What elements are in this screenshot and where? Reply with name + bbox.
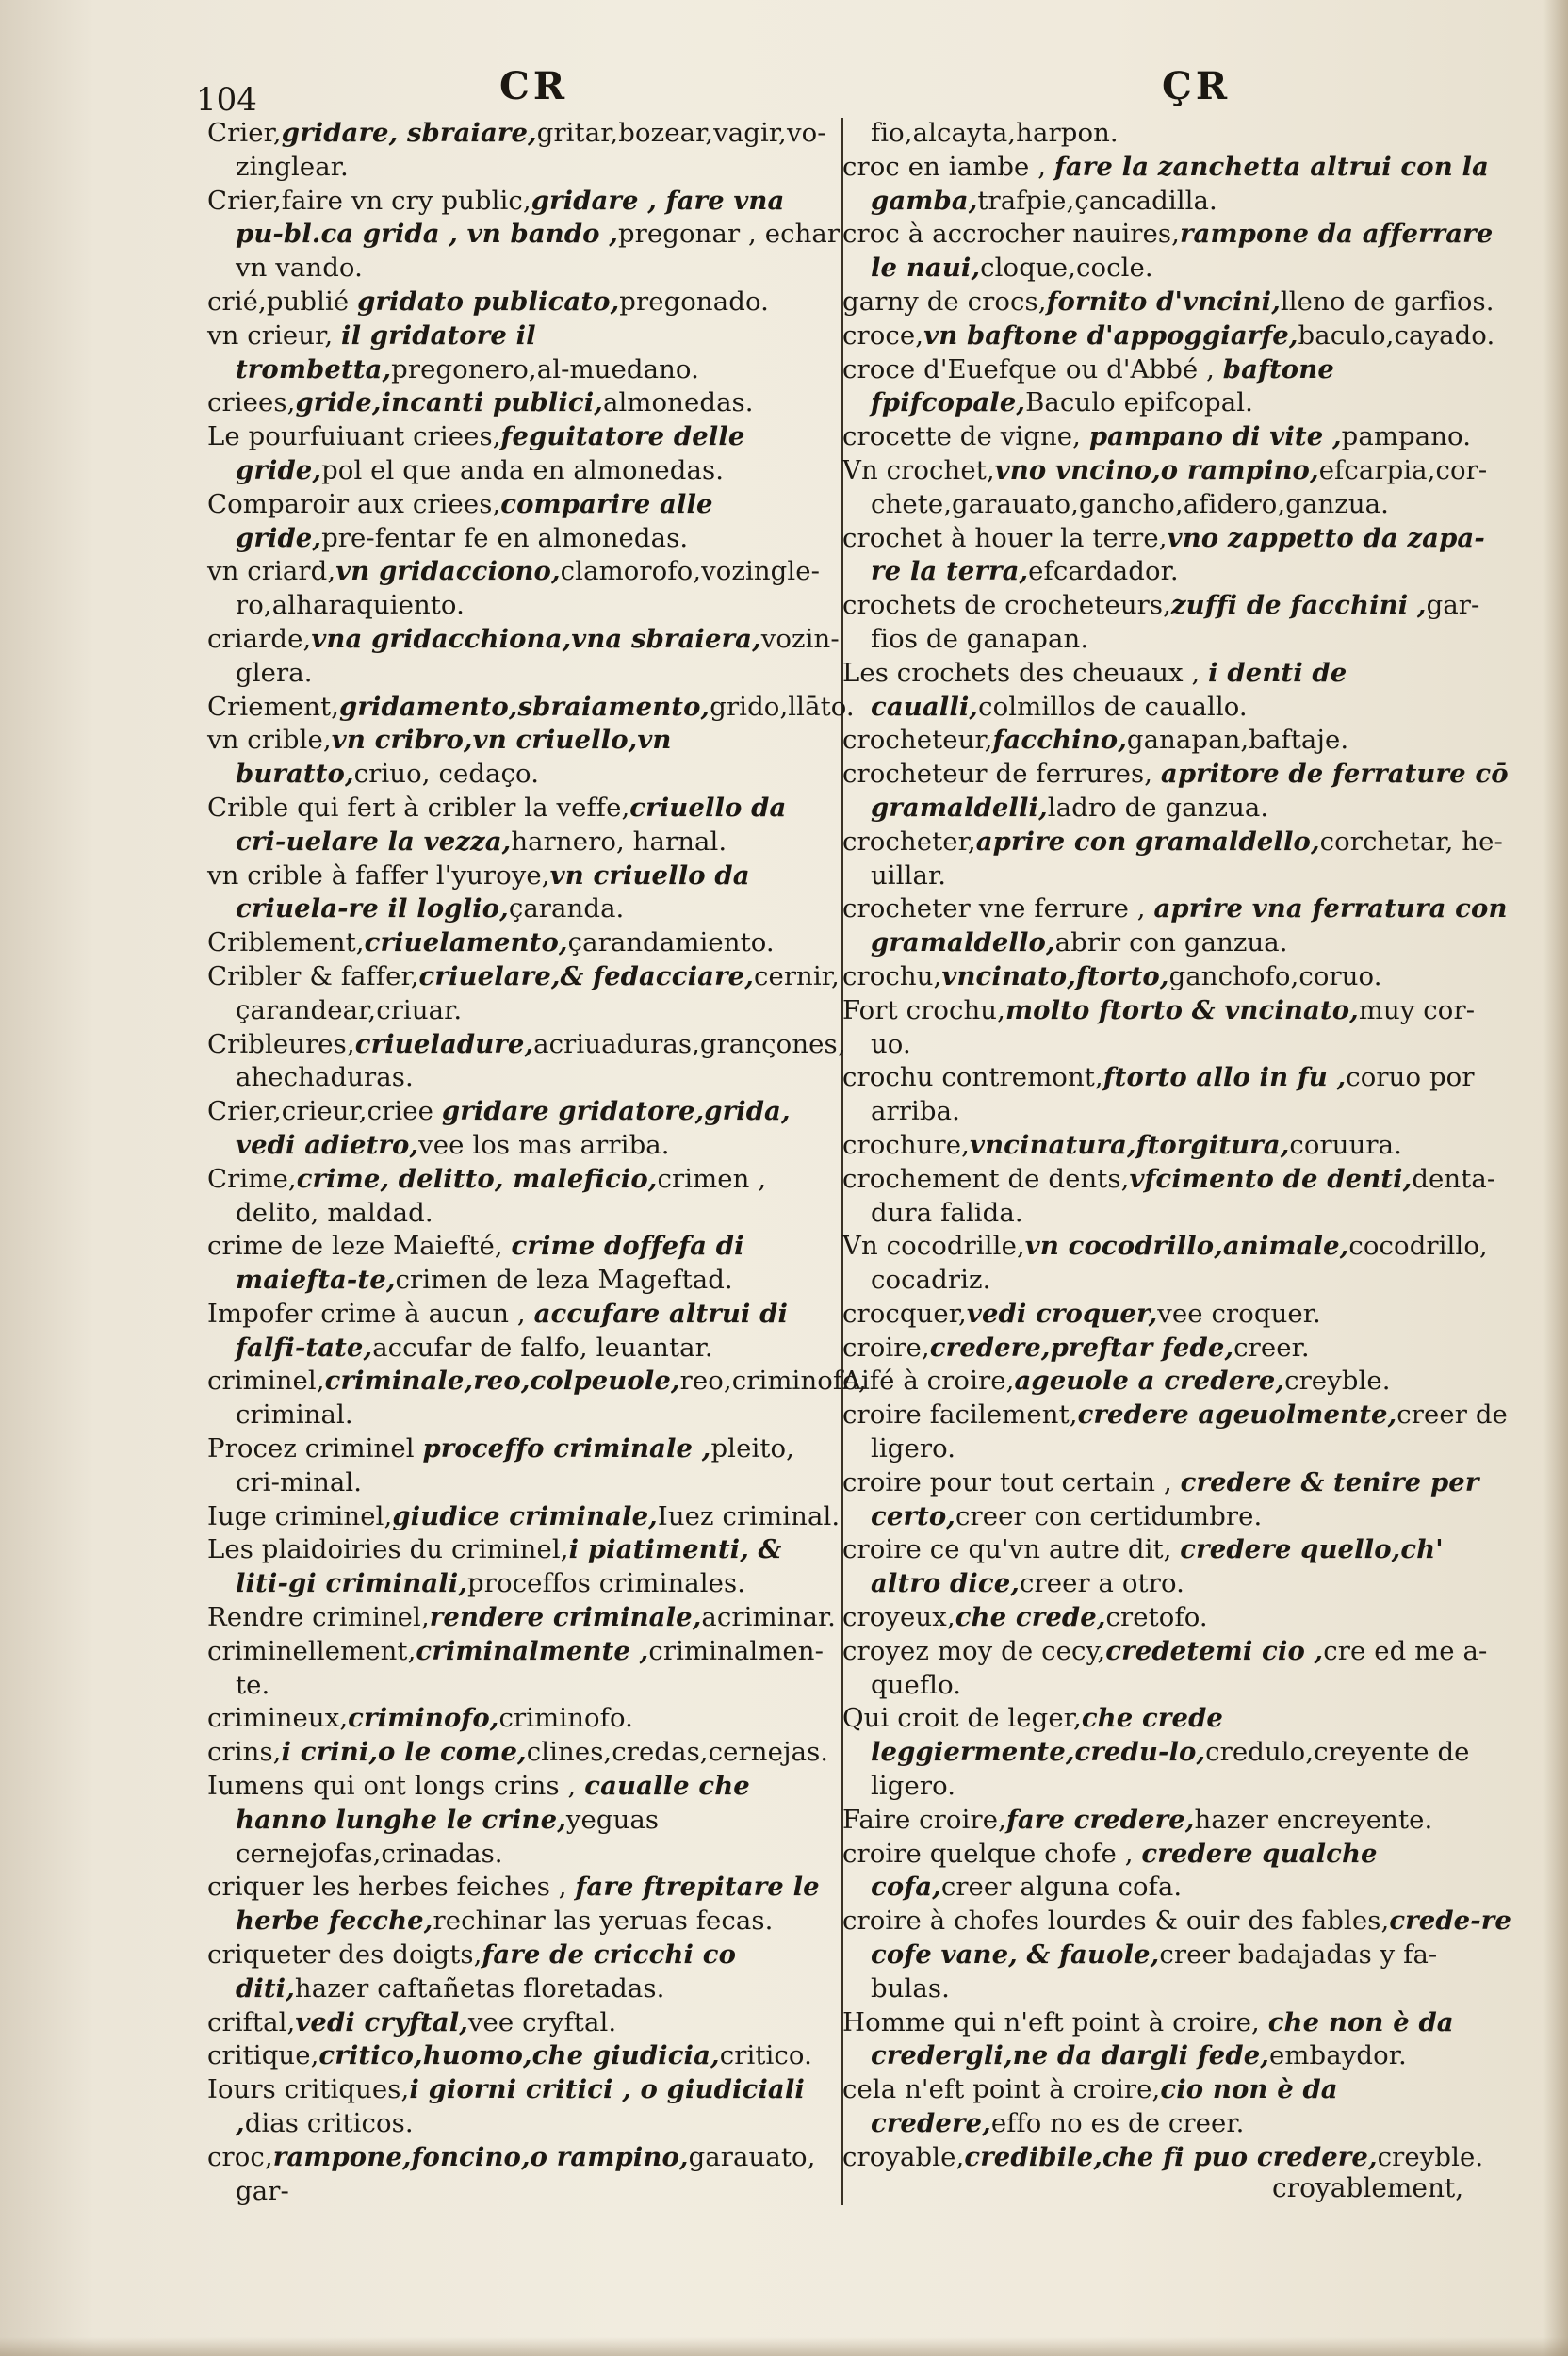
entry-spanish: abrir con ganzua. <box>1054 927 1288 958</box>
entry-spanish: creyble. <box>1284 1366 1391 1397</box>
entry-french: criqueter des doigts, <box>207 1939 482 1971</box>
entry-spanish: grido,llāto. <box>710 691 855 722</box>
entry-french: Vn cocodrille, <box>842 1231 1025 1262</box>
entry-french: crochet à houer la terre, <box>842 522 1168 553</box>
entry-spanish: harnero, harnal. <box>511 826 727 857</box>
entry-spanish: baculo,cayado. <box>1298 319 1495 351</box>
entry-italian: facchino, <box>992 725 1127 756</box>
dictionary-entry <box>207 1298 841 1366</box>
dictionary-entry <box>842 892 1511 960</box>
entry-spanish: pre-fentar fe en almonedas. <box>321 522 689 553</box>
entry-italian: crime doffefa di maiefta-te, <box>236 1231 744 1296</box>
dictionary-entry <box>207 2006 841 2040</box>
dictionary-entry <box>842 1635 1511 1703</box>
entry-italian: rampone da afferrare le naui, <box>871 219 1494 284</box>
entry-spanish: gritar,bozear,vagir,vo-zinglear. <box>236 118 826 182</box>
entry-french: croire, <box>842 1332 930 1363</box>
entry-italian: crime, delitto, maleficio, <box>296 1163 658 1194</box>
entry-french: Crier,faire vn cry public, <box>207 185 531 216</box>
entry-french: Crime, <box>207 1163 297 1194</box>
dictionary-entry <box>207 1635 841 1703</box>
entry-french: croc à accrocher nauires, <box>842 219 1180 250</box>
entry-spanish: cernir, çarandear,criuar. <box>236 960 840 1025</box>
running-head-right: ÇR <box>1162 64 1232 108</box>
entry-italian: criuelare,& fedacciare, <box>418 960 754 991</box>
entry-french: crochu, <box>842 960 942 991</box>
dictionary-entry <box>842 960 1511 994</box>
entry-italian: ageuole a credere, <box>1014 1366 1285 1397</box>
entry-french: croire quelque chofe , <box>842 1838 1142 1869</box>
entry-spanish: ganchofo,coruo. <box>1168 960 1382 991</box>
dictionary-entry <box>207 1601 841 1635</box>
entry-italian: credere qualche cofa, <box>871 1838 1378 1903</box>
entry-spanish: coruura. <box>1289 1129 1402 1160</box>
entry-italian: caualle che hanno lunghe le crine, <box>236 1771 750 1835</box>
entry-italian: critico,huomo,che giudicia, <box>318 2040 720 2071</box>
entry-french: crocheter, <box>842 826 976 857</box>
entry-french: Cribler & faffer, <box>207 960 419 991</box>
entry-french: critique, <box>207 2040 319 2071</box>
entry-spanish: cocodrillo, cocadriz. <box>871 1231 1488 1296</box>
entry-spanish: denta-dura falida. <box>871 1163 1496 1228</box>
dictionary-entry <box>207 1533 841 1601</box>
entry-spanish: acriuaduras,granςones, ahechaduras. <box>236 1028 846 1093</box>
dictionary-entry <box>207 1028 846 1096</box>
entry-french: crocquer, <box>842 1298 967 1329</box>
entry-italian: criuelamento, <box>364 927 568 958</box>
entry-french: Le pourfuiuant criees, <box>207 421 501 452</box>
dictionary-entry <box>842 826 1511 893</box>
entry-french: vn crible, <box>207 725 332 756</box>
entry-spanish: creer con certidumbre. <box>955 1500 1263 1531</box>
entry-french: garny de crocs, <box>842 286 1047 317</box>
entry-french: croire facilement, <box>842 1399 1078 1431</box>
entry-french: Homme qui n'eft point à croire, <box>842 2006 1268 2037</box>
entry-italian: feguitatore delle gride, <box>236 421 745 485</box>
entry-spanish: vozin-glera. <box>236 623 840 688</box>
entry-french: crocheteur de ferrures, <box>842 759 1161 790</box>
entry-french: Les plaidoiries du criminel, <box>207 1534 569 1565</box>
entry-spanish: pol el que anda en almonedas. <box>321 454 725 485</box>
entry-spanish: rechinar las yeruas fecas. <box>433 1906 774 1937</box>
entry-french: Iuge criminel, <box>207 1500 393 1531</box>
entry-spanish: crimen , delito, maldad. <box>236 1163 767 1228</box>
entry-french: crié,publié <box>207 286 358 317</box>
entry-spanish: dias criticos. <box>244 2108 414 2139</box>
page-bottom-shadow <box>0 2337 1568 2356</box>
entry-italian: vn criuello da criuela-re il loglio, <box>236 859 750 924</box>
dictionary-entry <box>842 117 1511 151</box>
entry-spanish: effo no es de creer. <box>990 2108 1245 2139</box>
entry-spanish: hazer caftañetas floretadas. <box>294 1972 665 2004</box>
entry-french: Crier,crieur,criee <box>207 1096 442 1127</box>
entry-spanish: trafpie,çancadilla. <box>977 185 1217 216</box>
dictionary-entry <box>207 1500 841 1534</box>
dictionary-entry <box>842 1129 1511 1163</box>
dictionary-entry <box>207 1736 841 1770</box>
entry-french: criminellement, <box>207 1635 416 1666</box>
entry-italian: giudice criminale, <box>392 1500 658 1531</box>
entry-spanish: embaydor. <box>1268 2040 1407 2071</box>
entry-spanish: ganapan,baftaje. <box>1126 725 1349 756</box>
entry-italian: cio non è da credere, <box>871 2074 1338 2139</box>
dictionary-entry <box>207 1230 841 1298</box>
entry-french: croire à chofes lourdes & ouir des fables, <box>842 1906 1390 1937</box>
entry-spanish: credulo,creyente de ligero. <box>871 1737 1470 1802</box>
entry-french: Crible qui fert à cribler la veffe, <box>207 792 630 823</box>
entry-french: Faire croire, <box>842 1804 1006 1835</box>
entry-spanish: efcardador. <box>1028 556 1179 587</box>
entry-italian: vno vncino,o rampino, <box>994 454 1319 485</box>
entry-italian: fornito d'vncini, <box>1046 286 1281 317</box>
dictionary-entry <box>207 420 841 488</box>
dictionary-entry <box>842 657 1511 725</box>
entry-french: croire ce qu'vn autre dit, <box>842 1534 1181 1565</box>
dictionary-entry <box>207 1702 841 1736</box>
dictionary-entry <box>842 1365 1511 1399</box>
entry-italian: vn cocodrillo,animale, <box>1024 1231 1349 1262</box>
entry-french: Criement, <box>207 691 340 722</box>
entry-spanish: Baculo epifcopal. <box>1025 387 1253 418</box>
entry-french: crocheter vne ferrure , <box>842 893 1154 924</box>
entry-spanish: cre ed me a-queflo. <box>871 1635 1488 1700</box>
dictionary-entry <box>842 1533 1511 1601</box>
entry-italian: credere,preftar fede, <box>929 1332 1234 1363</box>
dictionary-entry <box>842 1601 1511 1635</box>
entry-french: Fort crochu, <box>842 994 1005 1025</box>
entry-french: croyable, <box>842 2141 965 2172</box>
dictionary-entry <box>842 2073 1511 2141</box>
entry-french: Iumens qui ont longs crins , <box>207 1771 585 1802</box>
dictionary-entry <box>842 758 1511 826</box>
entry-italian: i crini,o le come, <box>281 1737 527 1768</box>
right-column <box>842 117 1511 2175</box>
entry-spanish: gar-fios de ganapan. <box>871 590 1480 654</box>
dictionary-entry <box>207 2039 841 2073</box>
entry-spanish: accufar de falfo, leuantar. <box>372 1332 713 1363</box>
entry-spanish: vee cryftal. <box>467 2006 617 2037</box>
entry-french: Iours critiques, <box>207 2074 410 2105</box>
entry-italian: baftone fpifcopale, <box>871 353 1334 418</box>
entry-spanish: coruo por arriba. <box>871 1062 1475 1127</box>
dictionary-entry <box>207 926 841 960</box>
dictionary-entry <box>842 151 1511 219</box>
dictionary-entry <box>207 319 841 387</box>
entry-french: crochement de dents, <box>842 1163 1130 1194</box>
entry-french: Les crochets des cheuaux , <box>842 657 1209 688</box>
entry-spanish: creer alguna cofa. <box>940 1872 1183 1903</box>
entry-spanish: crimen de leza Mageftad. <box>395 1265 733 1296</box>
entry-french: Aifé à croire, <box>842 1366 1015 1397</box>
entry-italian: criminale,reo,colpeuole, <box>324 1366 680 1397</box>
entry-italian: accufare altrui di falfi-tate, <box>236 1298 789 1363</box>
entry-italian: vncinato,ftorto, <box>941 960 1169 991</box>
entry-spanish: clines,credas,cernejas. <box>526 1737 829 1768</box>
entry-spanish: almonedas. <box>602 387 754 418</box>
dictionary-entry <box>842 1399 1511 1466</box>
dictionary-entry <box>207 488 841 556</box>
entry-spanish: creyble. <box>1377 2141 1484 2172</box>
entry-french: crochets de crocheteurs, <box>842 590 1171 621</box>
dictionary-entry <box>207 1871 841 1939</box>
entry-italian: aprire con gramaldello, <box>975 826 1320 857</box>
entry-spanish: vee croquer. <box>1157 1298 1321 1329</box>
entry-italian: credetemi cio , <box>1105 1635 1324 1666</box>
entry-french: croire pour tout certain , <box>842 1466 1181 1497</box>
entry-spanish: creer de ligero. <box>871 1399 1508 1464</box>
entry-spanish: creer. <box>1233 1332 1310 1363</box>
dictionary-entry <box>207 555 841 623</box>
entry-french: croyeux, <box>842 1602 956 1633</box>
entry-italian: fare la zanchetta altrui con la gamba, <box>871 151 1489 216</box>
entry-french: Cribleures, <box>207 1028 355 1059</box>
entry-spanish: pleito, cri-minal. <box>236 1433 794 1497</box>
dictionary-entry <box>842 1332 1511 1366</box>
dictionary-entry <box>842 1298 1511 1332</box>
entry-spanish: çarandamiento. <box>567 927 775 958</box>
dictionary-entry <box>842 353 1511 421</box>
entry-french: crins, <box>207 1737 282 1768</box>
entry-italian: credere quello,ch' altro dice, <box>871 1534 1444 1599</box>
entry-french: criftal, <box>207 2006 296 2037</box>
entry-italian: aprire vna ferratura con gramaldello, <box>871 893 1508 958</box>
entry-spanish: garauato, gar- <box>236 2141 816 2206</box>
entry-spanish: pregonar , echar vn vando. <box>236 219 841 284</box>
entry-italian: vn baftone d'appoggiarfe, <box>923 319 1298 351</box>
entry-italian: molto ftorto & vncinato, <box>1004 994 1359 1025</box>
entry-italian: gridare , fare vna pu-bl.ca grida , vn bando , <box>236 185 785 250</box>
dictionary-entry <box>207 1163 841 1231</box>
dictionary-entry <box>207 960 841 1028</box>
entry-italian: vn gridacciono, <box>335 556 561 587</box>
entry-italian: che crede leggiermente,credu-lo, <box>871 1703 1223 1768</box>
entry-french: Crier, <box>207 118 282 148</box>
dictionary-entry <box>842 522 1511 590</box>
dictionary-entry <box>842 1466 1511 1534</box>
dictionary-entry <box>842 994 1511 1062</box>
entry-spanish: creer badajadas y fa-bulas. <box>871 1939 1438 2004</box>
entry-french: crocette de vigne, <box>842 421 1089 452</box>
dictionary-entry <box>207 1365 867 1432</box>
entry-spanish: hazer encreyente. <box>1194 1804 1433 1835</box>
entry-italian: criminalmente , <box>416 1635 649 1666</box>
entry-italian: comparire alle gride, <box>236 488 713 553</box>
entry-italian: proceffo criminale , <box>422 1433 711 1464</box>
dictionary-entry <box>207 2073 841 2141</box>
dictionary-entry <box>207 691 855 725</box>
entry-french: croc, <box>207 2141 273 2172</box>
entry-italian: gridato publicato, <box>357 286 620 317</box>
entry-spanish: criminalmen-te. <box>236 1635 825 1700</box>
dictionary-entry <box>842 1804 1511 1838</box>
left-column <box>207 117 867 2208</box>
entry-french: croc en iambe , <box>842 151 1054 182</box>
entry-spanish: fio,alcayta,harpon. <box>871 118 1119 148</box>
entry-french: Qui croit de leger, <box>842 1703 1082 1734</box>
entry-french: Criblement, <box>207 927 365 958</box>
dictionary-entry <box>207 1770 841 1871</box>
entry-spanish: criuo, cedaço. <box>353 759 540 790</box>
entry-spanish: Iuez criminal. <box>657 1500 841 1531</box>
entry-italian: credibile,che fi puo credere, <box>964 2141 1378 2172</box>
entry-italian: apritore de ferrature cō gramaldelli, <box>871 759 1509 823</box>
entry-italian: gride,incanti publici, <box>295 387 603 418</box>
entry-spanish: creer a otro. <box>1019 1568 1184 1599</box>
entry-italian: gridamento,sbraiamento, <box>339 691 710 722</box>
entry-french: crimineux, <box>207 1703 349 1734</box>
dictionary-entry <box>207 859 841 927</box>
entry-french: criees, <box>207 387 296 418</box>
entry-italian: criminofo, <box>348 1703 499 1734</box>
entry-italian: i giorni critici , o giudiciali , <box>236 2074 805 2139</box>
entry-italian: che crede, <box>955 1602 1106 1633</box>
dictionary-entry <box>842 218 1511 286</box>
entry-italian: rampone,foncino,o rampino, <box>272 2141 689 2172</box>
dictionary-entry <box>842 1230 1511 1298</box>
entry-french: vn criard, <box>207 556 336 587</box>
dictionary-entry <box>207 2141 841 2209</box>
entry-italian: credere ageuolmente, <box>1077 1399 1397 1431</box>
entry-italian: vna gridacchiona,vna sbraiera, <box>311 623 761 654</box>
dictionary-entry <box>207 792 841 859</box>
dictionary-entry <box>207 117 841 185</box>
entry-spanish: clamorofo,vozingle-ro,alharaquiento. <box>236 556 821 621</box>
catchword: croyablement, <box>1272 2172 1464 2203</box>
dictionary-entry <box>207 1432 841 1500</box>
entry-spanish: vee los mas arriba. <box>418 1129 670 1160</box>
entry-french: Comparoir aux criees, <box>207 488 501 519</box>
entry-french: cela n'eft point à croire, <box>842 2074 1161 2105</box>
dictionary-entry <box>842 2006 1511 2074</box>
page-number: 104 <box>196 81 257 119</box>
entry-italian: vn cribro,vn criuello,vn buratto, <box>236 725 672 790</box>
entry-spanish: reo,criminofo, criminal. <box>236 1366 867 1431</box>
entry-spanish: acriminar. <box>701 1602 837 1633</box>
entry-italian: criueladure, <box>354 1028 534 1059</box>
entry-spanish: cretofo. <box>1105 1602 1208 1633</box>
entry-spanish: criminofo. <box>498 1703 633 1734</box>
dictionary-entry <box>842 286 1511 319</box>
entry-italian: vedi croquer, <box>966 1298 1158 1329</box>
entry-spanish: pregonado. <box>619 286 769 317</box>
entry-italian: rendere criminale, <box>429 1602 702 1633</box>
entry-italian: vncinatura,ftorgitura, <box>970 1129 1290 1160</box>
dictionary-entry <box>207 286 841 319</box>
dictionary-entry <box>207 185 841 286</box>
entry-spanish: pregonero,al-muedano. <box>391 353 699 384</box>
entry-spanish: critico. <box>719 2040 812 2071</box>
entry-spanish: cloque,cocle. <box>980 253 1153 284</box>
entry-french: crime de leze Maiefté, <box>207 1231 512 1262</box>
dictionary-entry <box>842 1061 1511 1129</box>
dictionary-entry <box>842 1905 1511 2005</box>
entry-italian: credere & tenire per certo, <box>871 1466 1479 1531</box>
dictionary-entry <box>842 589 1511 657</box>
dictionary-entry <box>842 1702 1511 1803</box>
entry-italian: ftorto allo in fu , <box>1102 1062 1347 1093</box>
dictionary-entry <box>207 724 841 792</box>
entry-french: croce d'Euefque ou d'Abbé , <box>842 353 1223 384</box>
dictionary-entry <box>842 724 1511 758</box>
entry-spanish: çaranda. <box>508 893 625 924</box>
dictionary-entry <box>207 1939 841 2006</box>
entry-french: crochure, <box>842 1129 970 1160</box>
entry-italian: criuello da cri-uelare la vezza, <box>236 792 787 857</box>
entry-spanish: proceffos criminales. <box>467 1568 746 1599</box>
entry-french: Impofer crime à aucun , <box>207 1298 534 1329</box>
entry-spanish: yeguas cernejofas,crinadas. <box>236 1804 660 1869</box>
entry-french: crocheteur, <box>842 725 993 756</box>
entry-italian: i piatimenti, & liti-gi criminali, <box>236 1534 782 1599</box>
entry-italian: fare de cricchi co diti, <box>236 1939 737 2004</box>
entry-italian: crede-re cofe vane, & fauole, <box>871 1906 1511 1971</box>
entry-italian: i denti de caualli, <box>871 657 1348 722</box>
entry-french: vn crieur, <box>207 319 342 351</box>
entry-french: criquer les herbes feiches , <box>207 1872 576 1903</box>
entry-spanish: colmillos de cauallo. <box>978 691 1248 722</box>
entry-italian: fare credere, <box>1005 1804 1195 1835</box>
dictionary-entry <box>207 623 841 691</box>
entry-spanish: lleno de garfios. <box>1280 286 1494 317</box>
dictionary-entry <box>842 1838 1511 1906</box>
entry-french: vn crible à faffer l'yuroye, <box>207 859 550 891</box>
entry-spanish: ladro de ganzua. <box>1047 792 1269 823</box>
dictionary-entry <box>842 420 1511 454</box>
running-head-left: CR <box>499 64 569 108</box>
entry-french: croce, <box>842 319 924 351</box>
entry-italian: gridare gridatore,grida, vedi adietro, <box>236 1096 791 1160</box>
entry-french: crochu contremont, <box>842 1062 1103 1093</box>
entry-italian: vfcimento de denti, <box>1129 1163 1413 1194</box>
entry-italian: zuffi de facchini , <box>1170 590 1427 621</box>
entry-italian: il gridatore il trombetta, <box>236 319 536 384</box>
page-edge-shadow <box>1544 0 1568 2356</box>
entry-spanish: efcarpia,cor-chete,garauato,gancho,afidero,ganzua. <box>871 454 1488 519</box>
dictionary-entry <box>842 1163 1511 1231</box>
entry-italian: gridare, sbraiare, <box>281 118 537 148</box>
entry-spanish: corchetar, he-uillar. <box>871 826 1503 891</box>
entry-french: croyez moy de cecy, <box>842 1635 1106 1666</box>
dictionary-entry <box>842 2141 1511 2175</box>
entry-spanish: muy cor-uo. <box>871 994 1476 1059</box>
dictionary-entry <box>207 386 841 420</box>
entry-french: Vn crochet, <box>842 454 995 485</box>
entry-french: Procez criminel <box>207 1433 423 1464</box>
entry-french: criminel, <box>207 1366 325 1397</box>
entry-italian: vno zappetto da zapa-re la terra, <box>871 522 1485 587</box>
entry-french: criarde, <box>207 623 312 654</box>
entry-french: Rendre criminel, <box>207 1602 430 1633</box>
dictionary-entry <box>842 454 1511 522</box>
entry-italian: che non è da credergli,ne da dargli fede, <box>871 2006 1454 2071</box>
dictionary-entry <box>207 1095 841 1163</box>
entry-italian: vedi cryftal, <box>295 2006 468 2037</box>
entry-italian: pampano di vite , <box>1088 421 1342 452</box>
entry-spanish: pampano. <box>1341 421 1472 452</box>
dictionary-entry <box>842 319 1511 353</box>
entry-italian: fare ftrepitare le herbe fecche, <box>236 1872 820 1937</box>
